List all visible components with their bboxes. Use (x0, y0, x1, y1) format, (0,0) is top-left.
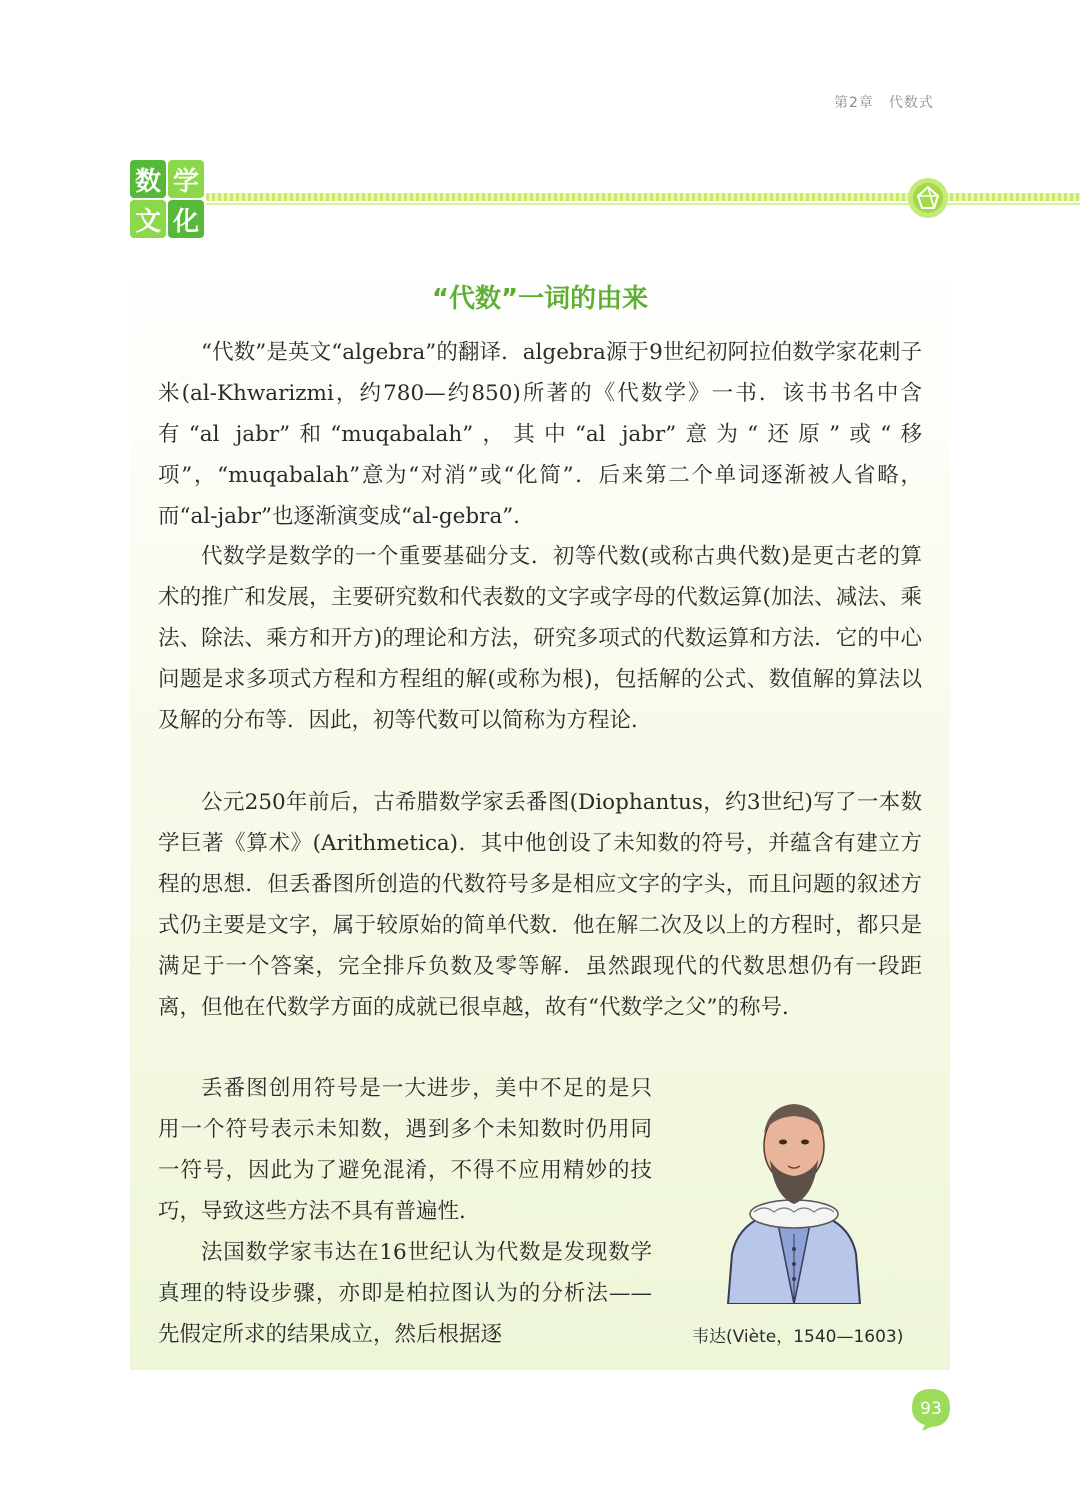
badge-char-3: 文 (130, 200, 166, 238)
article-title: “代数”一词的由来 (431, 284, 649, 314)
badge-char-4: 化 (168, 200, 204, 238)
portrait-caption: 韦达(Viète，1540—1603) (692, 1327, 904, 1347)
section-badge (130, 160, 206, 242)
paragraph-5: 法国数学家韦达在16世纪认为代数是发现数学真理的特设步骤，亦即是柏拉图认为的分析法——先假定所求的结果成立，然后根据逐 (158, 1240, 652, 1347)
paragraph-3: 公元250年前后，古希腊数学家丢番图(Diophantus，约3世纪)写了一本数学巨著《算术》(Arithmetica)．其中他创设了未知数的符号，并蕴含有建立方程的思想．但丢番图所创造的代数符号多是相应文字的字头，而且问题的叙述方式仍主要是文字，属于较原始的简单代数．他在解二次及以上的方程时，都只是满足于一个答案，完全排斥负数及零等解．虽然跟现代的代数思想仍有一段距离，但他在代数学方面的成就已很卓越，故有“代数学之父”的称号． (158, 790, 922, 1020)
badge-char-2: 学 (168, 160, 204, 198)
geometry-ornament-icon (906, 176, 950, 220)
page-number (908, 1386, 954, 1432)
page-number-text: 93 (920, 1399, 942, 1419)
paragraph-4: 丢番图创用符号是一大进步，美中不足的是只用一个符号表示未知数，遇到多个未知数时仍用同一符号，因此为了避免混淆，不得不应用精妙的技巧，导致这些方法不具有普遍性． (158, 1076, 652, 1224)
paragraph-2: 代数学是数学的一个重要基础分支．初等代数(或称古典代数)是更古老的算术的推广和发展，主要研究数和代表数的文字或字母的代数运算(加法、减法、乘法、除法、乘方和开方)的理论和方法，研究多项式的代数运算和方法．它的中心问题是求多项式方程和方程组的解(或称为根)，包括解的公式、数值解的算法以及解的分布等．因此，初等代数可以简称为方程论． (158, 544, 922, 733)
badge-char-1: 数 (130, 160, 166, 198)
paragraph-1: “代数”是英文“algebra”的翻译．algebra源于9世纪初阿拉伯数学家花剌子米(al-Khwarizmi，约780—约850)所著的《代数学》一书．该书书名中含有“al jabr”和“muqabalah”，其中“al jabr”意为“还原”或“移项”，“muqabalah”意为“对消”或“化简”．后来第二个单词逐渐被人省略，而“al-jabr”也逐渐演变成“al-gebra”． (158, 340, 922, 529)
chapter-header: 第2章 代数式 (834, 95, 934, 111)
viete-portrait (718, 1084, 870, 1304)
